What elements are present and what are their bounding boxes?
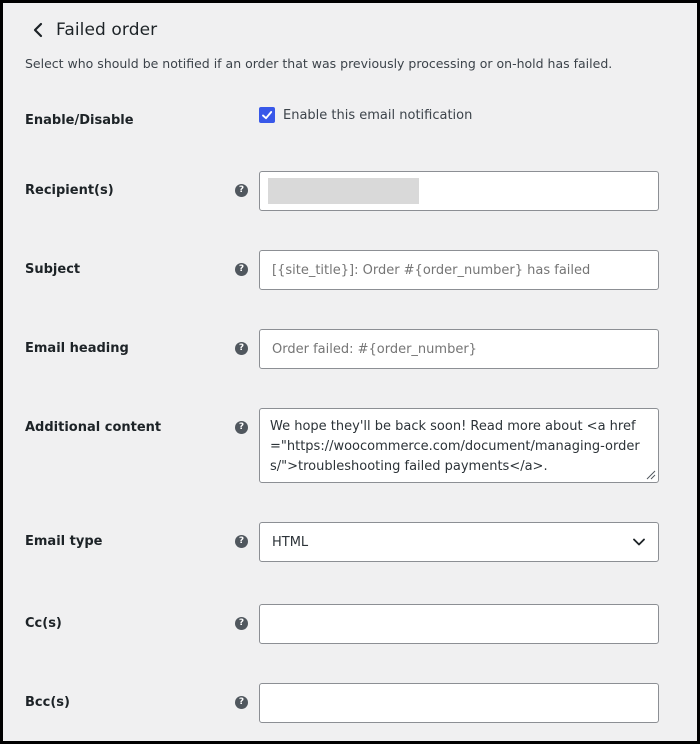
- email-heading-placeholder: Order failed: #{order_number}: [272, 341, 477, 357]
- enable-notification-label[interactable]: Enable this email notification: [283, 107, 473, 123]
- additional-content-help-icon[interactable]: ?: [235, 421, 248, 434]
- recipients-input[interactable]: [259, 171, 659, 211]
- bcc-help-icon[interactable]: ?: [235, 696, 248, 709]
- redacted-value: [268, 178, 419, 204]
- email-type-select[interactable]: [259, 522, 659, 562]
- email-type-label: Email type: [25, 534, 103, 549]
- recipients-label: Recipient(s): [25, 183, 114, 198]
- resize-handle-icon[interactable]: [646, 470, 656, 480]
- email-heading-input[interactable]: [259, 329, 659, 369]
- page-title: Failed order: [56, 20, 158, 40]
- additional-content-value: We hope they'll be back soon! Read more about <a href="https://woocommerce.com/document/managing-orders/">troubleshooting failed payments</a>.: [270, 419, 640, 474]
- recipients-help-icon[interactable]: ?: [235, 184, 248, 197]
- subject-label: Subject: [25, 262, 81, 277]
- page-header[interactable]: [30, 17, 157, 43]
- cc-help-icon[interactable]: ?: [235, 617, 248, 630]
- cc-input[interactable]: [259, 604, 659, 644]
- enable-notification-checkbox[interactable]: [259, 107, 275, 123]
- chevron-left-icon[interactable]: [30, 20, 46, 40]
- email-type-help-icon[interactable]: ?: [235, 535, 248, 548]
- email-heading-help-icon[interactable]: ?: [235, 342, 248, 355]
- subject-placeholder: [{site_title}]: Order #{order_number} has failed: [272, 262, 591, 278]
- additional-content-textarea[interactable]: [259, 408, 659, 483]
- enable-notification-toggle[interactable]: [259, 107, 472, 123]
- bcc-label: Bcc(s): [25, 695, 70, 710]
- email-type-selected-value: HTML: [272, 534, 309, 550]
- checkmark-icon: [261, 109, 273, 121]
- chevron-down-icon: [632, 537, 646, 547]
- cc-label: Cc(s): [25, 616, 62, 631]
- enable-disable-label: Enable/Disable: [25, 113, 134, 128]
- page-description: Select who should be notified if an order that was previously processing or on-hold has failed.: [25, 56, 613, 71]
- subject-help-icon[interactable]: ?: [235, 263, 248, 276]
- additional-content-label: Additional content: [25, 420, 162, 435]
- email-heading-label: Email heading: [25, 341, 129, 356]
- bcc-input[interactable]: [259, 683, 659, 723]
- subject-input[interactable]: [259, 250, 659, 290]
